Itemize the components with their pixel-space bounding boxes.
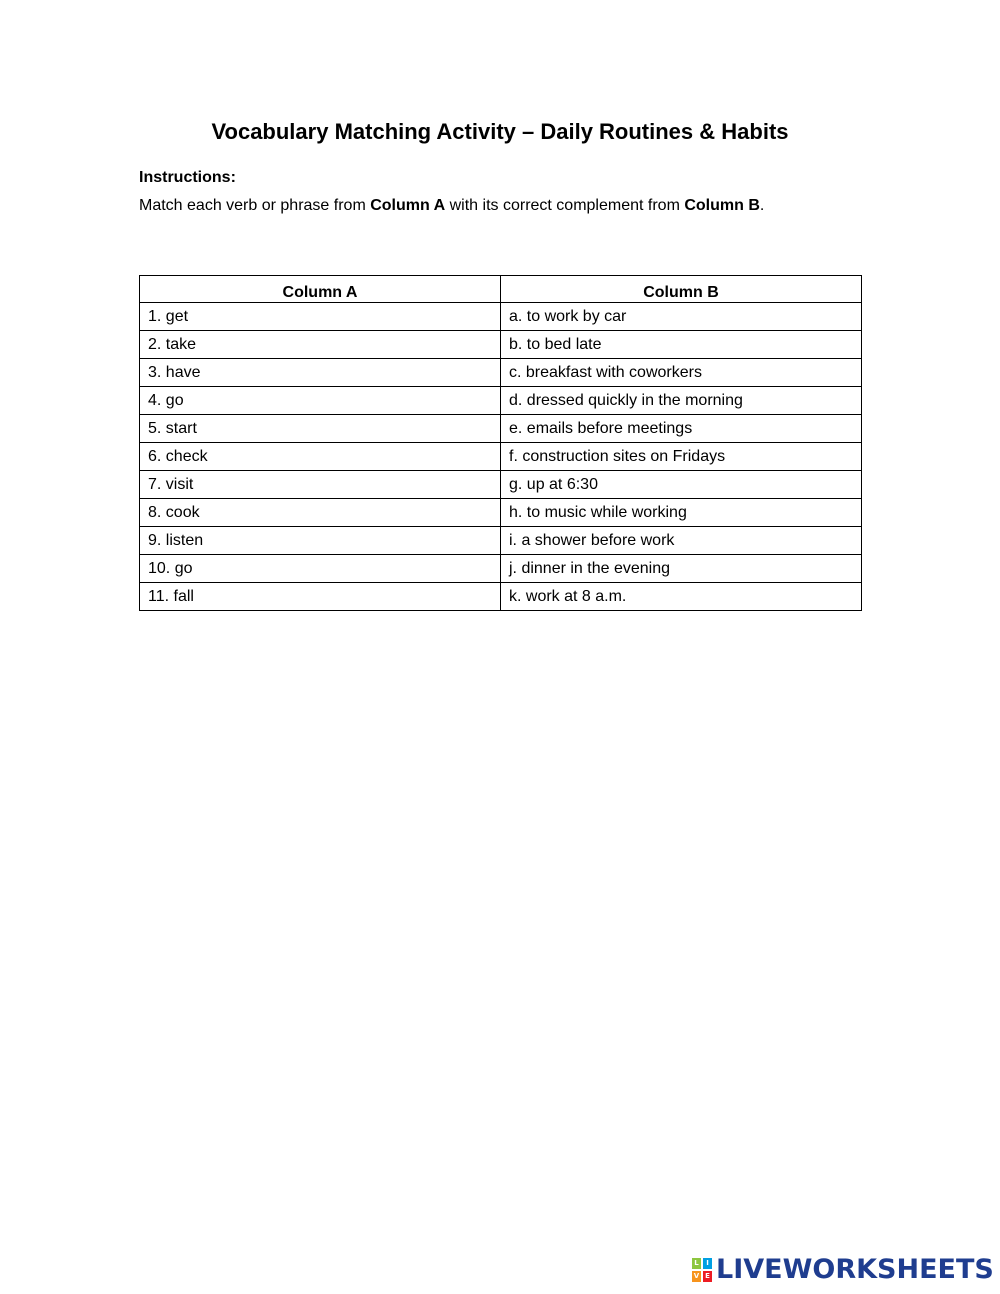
column-a-cell: 11. fall xyxy=(140,583,501,611)
column-a-cell: 7. visit xyxy=(140,471,501,499)
instructions-text-before: Match each verb or phrase from xyxy=(139,197,371,214)
column-b-cell: a. to work by car xyxy=(501,303,862,331)
table-row xyxy=(140,583,862,611)
column-b-cell: d. dressed quickly in the morning xyxy=(501,387,862,415)
instructions-text xyxy=(139,196,764,216)
column-b-cell: c. breakfast with coworkers xyxy=(501,359,862,387)
table-row xyxy=(140,499,862,527)
liveworksheets-wordmark: LIVEWORKSHEETS xyxy=(716,1254,994,1285)
column-a-cell: 4. go xyxy=(140,387,501,415)
instructions-column-a: Column A xyxy=(370,197,446,214)
column-a-cell: 6. check xyxy=(140,443,501,471)
column-a-cell: 1. get xyxy=(140,303,501,331)
page-title: Vocabulary Matching Activity – Daily Routines & Habits xyxy=(211,119,789,144)
table-row xyxy=(140,527,862,555)
table-header-row xyxy=(140,276,862,303)
column-b-cell: h. to music while working xyxy=(501,499,862,527)
column-b-cell: j. dinner in the evening xyxy=(501,555,862,583)
instructions-label: Instructions: xyxy=(139,169,236,186)
table-row xyxy=(140,471,862,499)
column-a-cell: 2. take xyxy=(140,331,501,359)
instructions-text-middle: with its correct complement from xyxy=(445,197,685,214)
table-row xyxy=(140,415,862,443)
column-a-cell: 10. go xyxy=(140,555,501,583)
logo-letter-l: L xyxy=(692,1258,701,1269)
logo-letter-v: V xyxy=(693,1272,700,1280)
column-b-cell: k. work at 8 a.m. xyxy=(501,583,862,611)
logo-letter-i: I xyxy=(703,1258,712,1269)
liveworksheets-brand xyxy=(692,1256,994,1284)
table-row xyxy=(140,303,862,331)
table-row xyxy=(140,359,862,387)
instructions-column-b: Column B xyxy=(684,197,760,214)
table-row xyxy=(140,443,862,471)
table-row xyxy=(140,331,862,359)
column-b-cell: i. a shower before work xyxy=(501,527,862,555)
table-row xyxy=(140,387,862,415)
instructions-text-after: . xyxy=(759,197,765,214)
column-b-cell: b. to bed late xyxy=(501,331,862,359)
column-a-header: Column A xyxy=(140,276,501,303)
column-b-header: Column B xyxy=(501,276,862,303)
matching-table xyxy=(139,275,862,611)
liveworksheets-logo-icon xyxy=(692,1258,712,1282)
column-a-cell: 8. cook xyxy=(140,499,501,527)
column-a-cell: 5. start xyxy=(140,415,501,443)
table-row xyxy=(140,555,862,583)
column-b-cell: e. emails before meetings xyxy=(501,415,862,443)
column-a-cell: 3. have xyxy=(140,359,501,387)
column-b-cell: g. up at 6:30 xyxy=(501,471,862,499)
column-a-cell: 9. listen xyxy=(140,527,501,555)
logo-letter-e: E xyxy=(703,1271,712,1282)
column-b-cell: f. construction sites on Fridays xyxy=(501,443,862,471)
